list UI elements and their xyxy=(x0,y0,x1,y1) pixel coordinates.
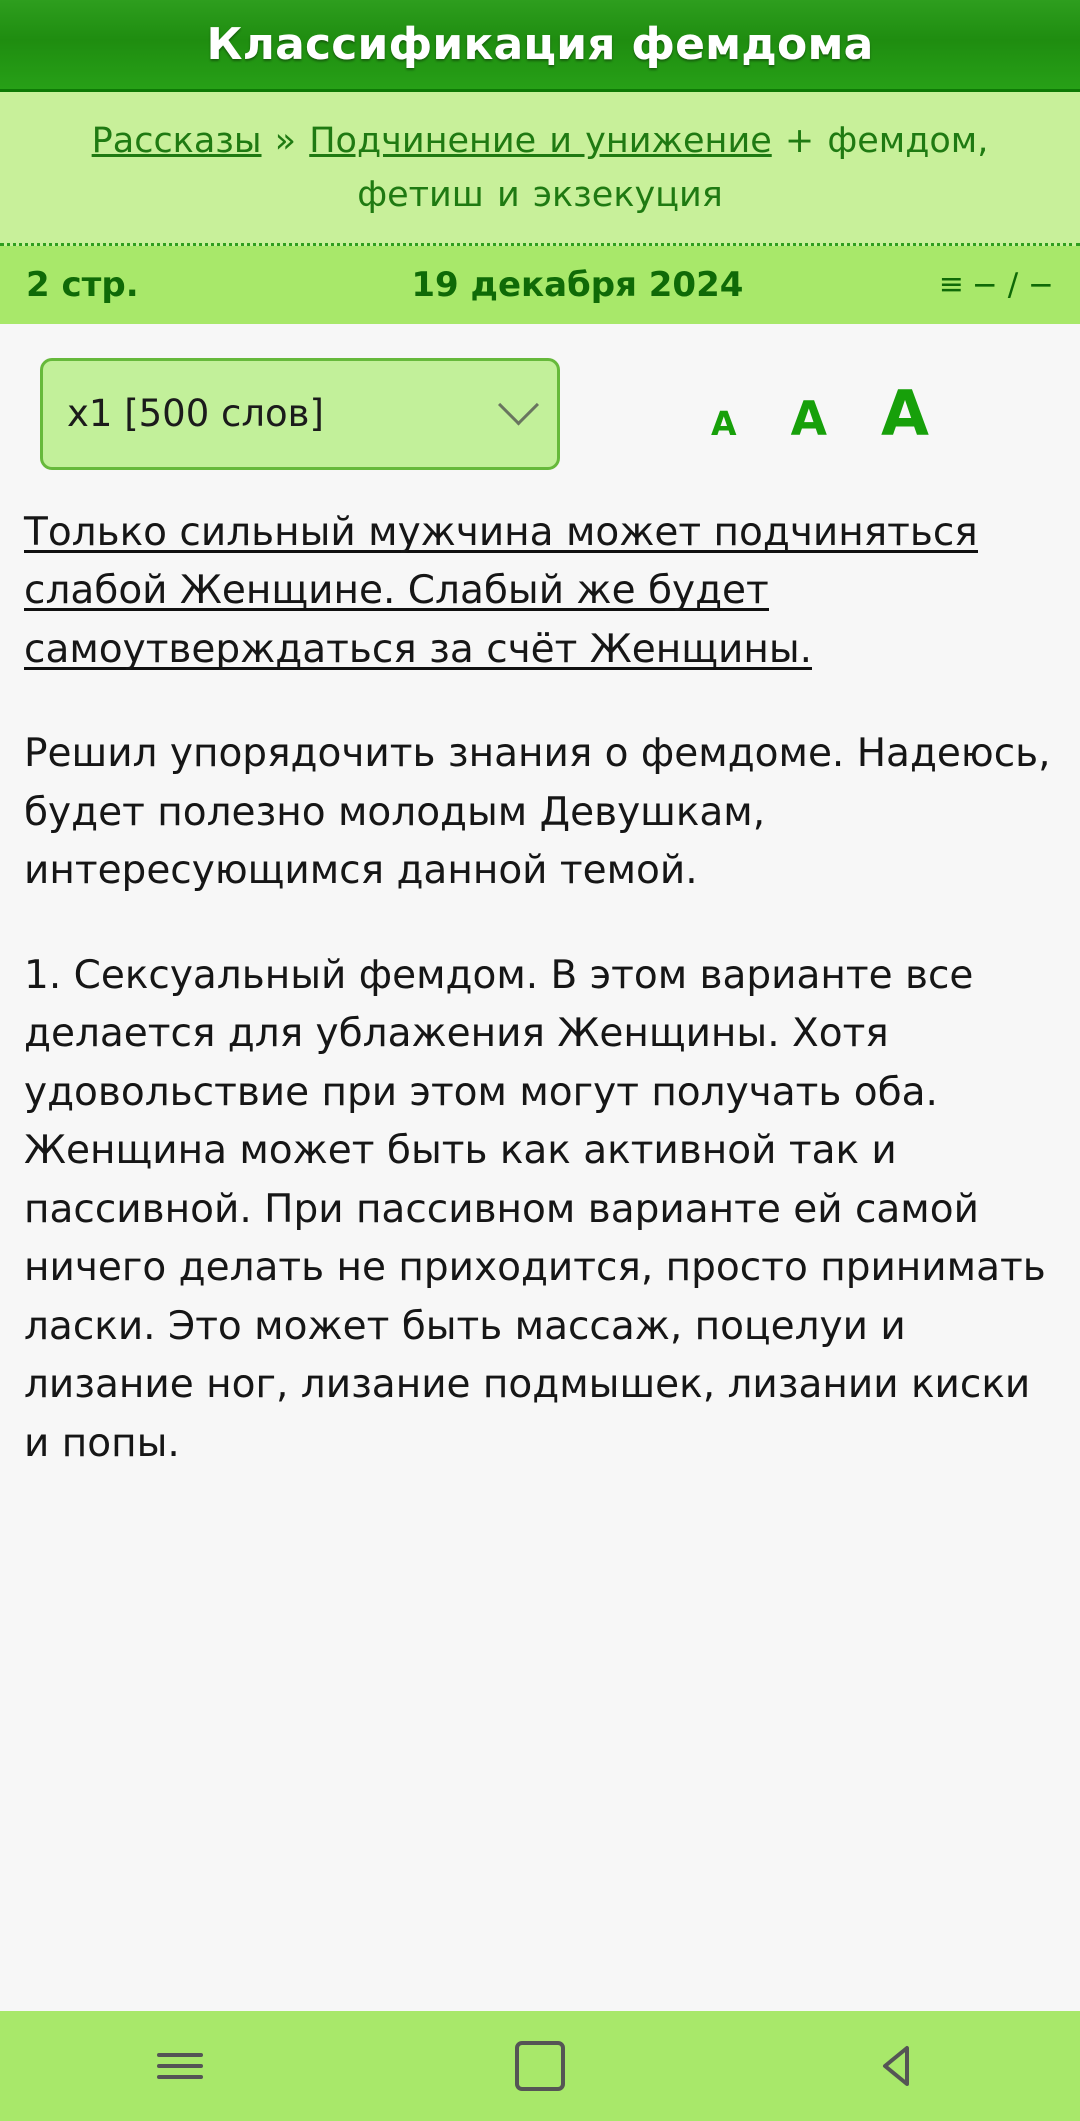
nav-back-button[interactable] xyxy=(840,2011,960,2121)
story-paragraph-underlined: Только сильный мужчина может подчиняться слабой Женщине. Слабый же будет самоутверждаться за счёт Женщины. xyxy=(24,509,978,672)
story-content xyxy=(0,498,1080,2012)
nav-menu-button[interactable] xyxy=(120,2011,240,2121)
breadcrumb-tags: + фемдом, фетиш и экзекуция xyxy=(357,121,989,216)
font-size-large-button[interactable]: A xyxy=(880,376,929,450)
system-nav-bar xyxy=(0,2011,1080,2121)
lines-icon: ≡ xyxy=(938,266,964,302)
publish-date: 19 декабря 2024 xyxy=(411,264,744,305)
chevron-down-icon xyxy=(498,385,539,426)
breadcrumb xyxy=(0,92,1080,246)
reader-toolbar xyxy=(0,324,1080,498)
breadcrumb-link-root[interactable]: Рассказы xyxy=(91,121,262,161)
chunk-size-select[interactable] xyxy=(40,358,560,470)
menu-icon xyxy=(157,2046,203,2086)
breadcrumb-separator: » xyxy=(274,121,297,161)
chunk-size-value: x1 [500 слов] xyxy=(67,392,324,435)
back-icon xyxy=(873,2039,927,2093)
rating-block[interactable] xyxy=(939,267,1054,303)
home-icon xyxy=(515,2041,565,2091)
breadcrumb-link-category[interactable]: Подчинение и унижение xyxy=(309,121,772,161)
page-title: Классификация фемдома xyxy=(206,19,874,70)
story-paragraph: Решил упорядочить знания о фемдоме. Надеюсь, будет полезно молодым Девушкам, интересующимся данной темой. xyxy=(24,731,1051,893)
font-size-controls xyxy=(560,376,1040,450)
title-bar xyxy=(0,0,1080,92)
page-count: 2 стр. xyxy=(26,264,139,305)
nav-home-button[interactable] xyxy=(480,2011,600,2121)
meta-bar xyxy=(0,246,1080,324)
story-paragraph xyxy=(24,504,1056,680)
font-size-medium-button[interactable]: A xyxy=(790,391,827,447)
rating-value: − / − xyxy=(971,266,1054,303)
font-size-small-button[interactable]: A xyxy=(711,403,737,443)
story-paragraph: 1. Сексуальный фемдом. В этом варианте все делается для ублажения Женщины. Хотя удовольствие при этом могут получать оба. Женщина может быть как активной так и пассивной. При пассивном варианте ей самой ничего делать не приходится, просто принимать ласки. Это может быть массаж, поцелуи и лизание ног, лизание подмышек, лизании киски и попы. xyxy=(24,952,1046,1466)
